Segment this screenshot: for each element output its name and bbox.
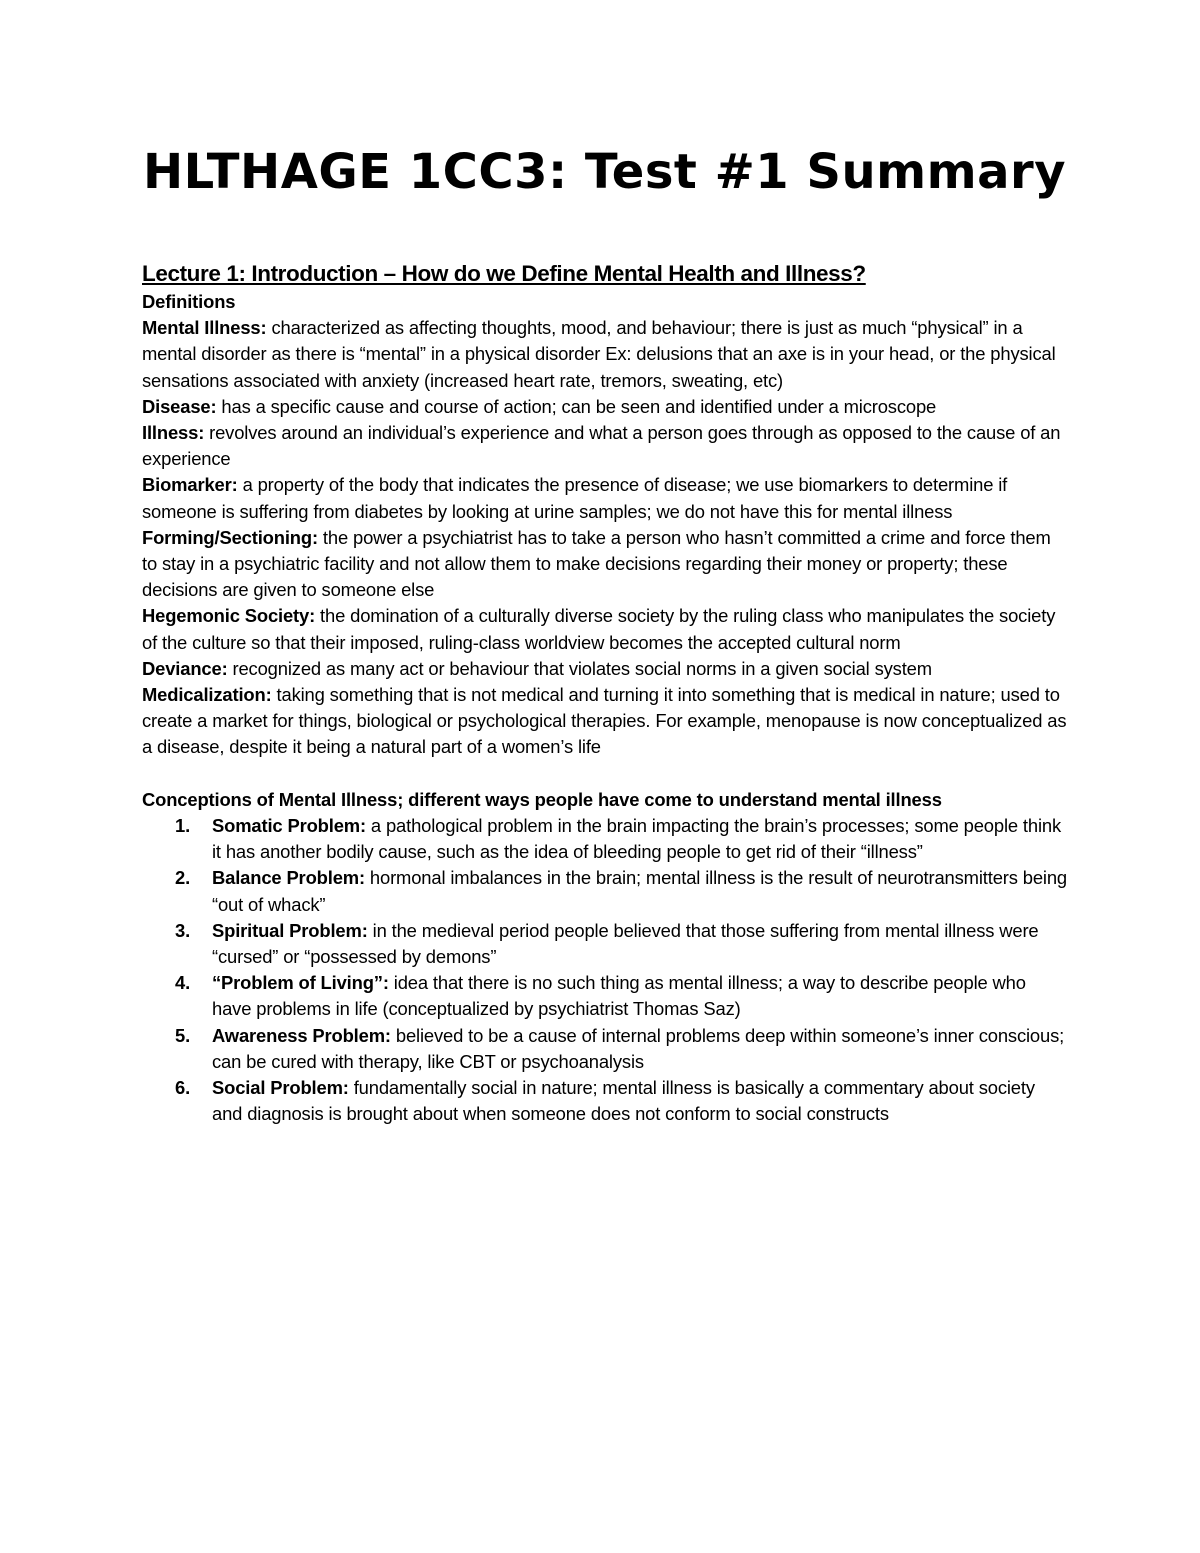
definition-text: the power a psychiatrist has to take a person who hasn’t committed a crime and force them to stay in a psychiatric facility and not allow them to make decisions regarding their money or property; these decisions are given to someone else [142, 526, 1051, 601]
conception-text: idea that there is no such thing as mental illness; a way to describe people who have problems in life (conceptualized by psychiatrist Thomas Saz) [212, 972, 1026, 1020]
definition-item [142, 525, 1067, 604]
definitions-heading: Definitions [142, 291, 236, 312]
definition-term: Medicalization: [142, 684, 272, 706]
lecture-heading: Lecture 1: Introduction – How do we Define Mental Health and Illness? [142, 261, 866, 286]
conception-text: fundamentally social in nature; mental illness is basically a commentary about society and diagnosis is brought about when someone does not conform to social constructs [212, 1077, 1035, 1125]
conception-text: a pathological problem in the brain impacting the brain’s processes; some people think it has another bodily cause, such as the idea of bleeding people to get rid of their “illness” [212, 815, 1062, 863]
list-number: 3. [175, 919, 191, 941]
conception-item [142, 918, 1067, 970]
definition-text: revolves around an individual’s experience and what a person goes through as opposed to the cause of an experience [142, 422, 1061, 470]
conceptions-list [142, 813, 1067, 1127]
conception-text: hormonal imbalances in the brain; mental illness is the result of neurotransmitters being “out of whack” [212, 867, 1068, 915]
definition-term: Forming/Sectioning: [142, 526, 318, 548]
conception-item [142, 865, 1067, 917]
conceptions-heading: Conceptions of Mental Illness; different ways people have come to understand mental illness [142, 788, 942, 810]
conception-term: Awareness Problem: [212, 1024, 391, 1046]
conception-term: “Problem of Living”: [212, 972, 389, 994]
list-number: 6. [175, 1077, 191, 1099]
definition-item [142, 603, 1067, 655]
document-title: HLTHAGE 1CC3: Test #1 Summary [142, 144, 1067, 200]
list-number: 4. [175, 972, 191, 994]
definition-item [142, 315, 1067, 394]
conception-text: in the medieval period people believed that those suffering from mental illness were “cursed” or “possessed by demons” [212, 919, 1039, 968]
paragraph-spacer [142, 761, 1067, 787]
document-body [142, 289, 1067, 1127]
definition-text: characterized as affecting thoughts, mood, and behaviour; there is just as much “physical” in a mental disorder as there is “mental” in a physical disorder Ex: delusions that an axe is in your head, or the physical sensations associated with anxiety (increased heart rate, tremors, sweating, etc) [142, 317, 1056, 391]
definition-text: the domination of a culturally diverse society by the ruling class who manipulates the society of the culture so that their imposed, ruling-class worldview becomes the accepted cultural norm [142, 605, 1056, 653]
definition-term: Illness: [142, 422, 205, 444]
conception-term: Spiritual Problem: [212, 919, 368, 941]
definition-item [142, 420, 1067, 472]
conception-term: Balance Problem: [212, 867, 365, 889]
definition-text: a property of the body that indicates the presence of disease; we use biomarkers to determine if someone is suffering from diabetes by looking at urine samples; we do not have this for mental illness [142, 474, 1008, 522]
definition-term: Mental Illness: [142, 317, 267, 339]
conception-item [142, 970, 1067, 1022]
conception-item [142, 1075, 1067, 1127]
definition-term: Disease: [142, 395, 217, 417]
list-number: 5. [175, 1024, 191, 1046]
conception-term: Social Problem: [212, 1077, 349, 1099]
definition-item [142, 656, 1067, 682]
definition-term: Hegemonic Society: [142, 605, 316, 627]
definition-term: Deviance: [142, 657, 228, 679]
definition-text: taking something that is not medical and turning it into something that is medical in nature; used to create a market for things, biological or psychological therapies. For example, menopause is now conceptualized as a disease, despite it being a natural part of a women’s life [142, 684, 1067, 758]
definition-term: Biomarker: [142, 474, 238, 496]
definition-text: has a specific cause and course of action; can be seen and identified under a microscope [216, 395, 937, 417]
document-page [142, 140, 1067, 1127]
definition-item [142, 472, 1067, 524]
definition-item [142, 394, 1067, 420]
list-number: 1. [175, 815, 191, 837]
conception-item [142, 1023, 1067, 1075]
conception-text: believed to be a cause of internal problems deep within someone’s inner conscious; can be cured with therapy, like CBT or psychoanalysis [212, 1024, 1065, 1072]
conception-item [142, 813, 1067, 865]
list-number: 2. [175, 867, 191, 889]
definition-item [142, 682, 1067, 761]
conception-term: Somatic Problem: [212, 815, 366, 837]
definition-text: recognized as many act or behaviour that violates social norms in a given social system [227, 657, 932, 679]
